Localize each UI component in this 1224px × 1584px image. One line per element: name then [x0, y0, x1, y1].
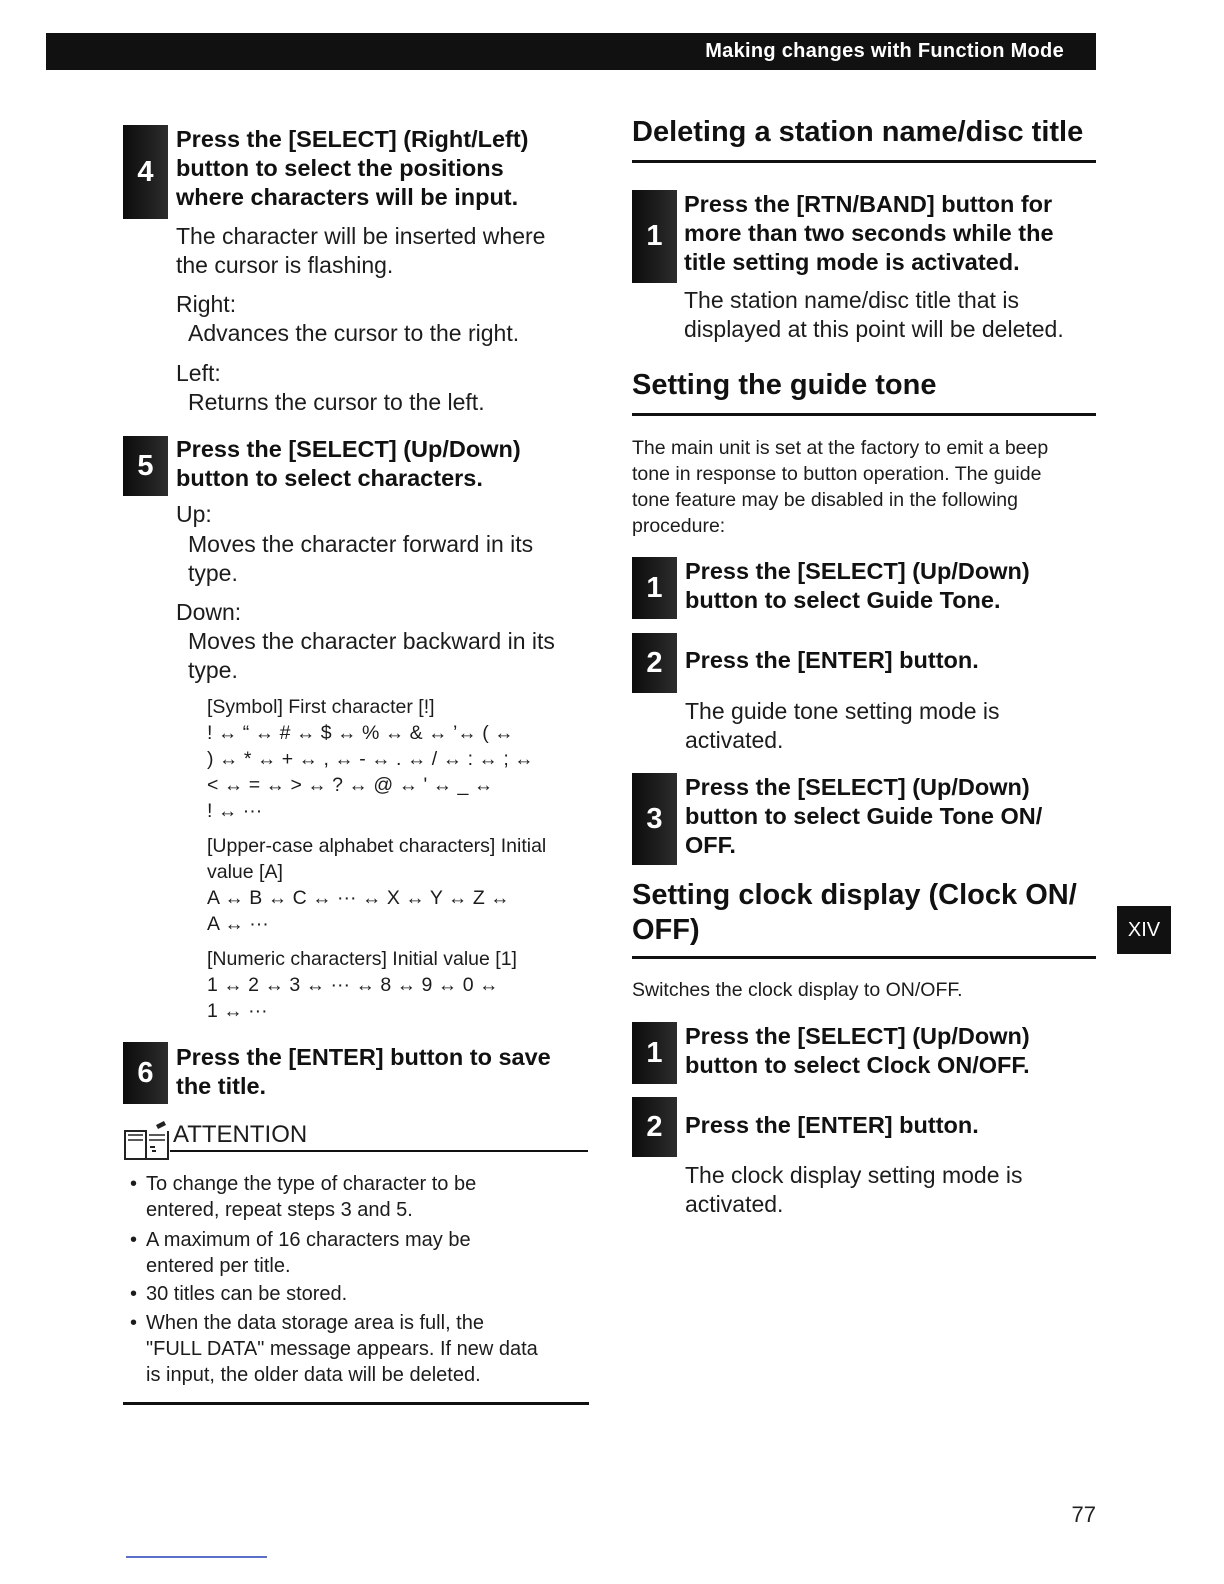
clock-step-2-badge: 2 [632, 1097, 677, 1157]
sequence-line: A ↔ B ↔ C ↔ ··· ↔ X ↔ Y ↔ Z ↔ [207, 887, 510, 909]
step-title-line: Press the [SELECT] (Up/Down) [685, 1023, 1030, 1049]
left-label: Left: [176, 360, 221, 386]
bullet-line: entered per title. [146, 1255, 291, 1277]
desc-line: type. [188, 657, 238, 683]
clock-step-1-title [685, 1022, 1105, 1080]
up-description [188, 530, 588, 588]
bullet-line: entered, repeat steps 3 and 5. [146, 1199, 413, 1221]
section-heading-delete: Deleting a station name/disc title [632, 116, 1084, 148]
intro-line: The main unit is set at the factory to emit a beep [632, 437, 1049, 459]
intro-line: tone in response to button operation. The guide [632, 463, 1042, 485]
attention-bullet: • A maximum of 16 characters may be entered per title. [146, 1227, 588, 1279]
attention-top-rule [170, 1150, 588, 1152]
page-number: 77 [1071, 1502, 1096, 1527]
desc-line: The guide tone setting mode is [685, 698, 1000, 724]
guide-step-2-description [685, 697, 1096, 755]
bullet-line: To change the type of character to be [146, 1173, 477, 1195]
down-label: Down: [176, 599, 242, 625]
step-4-title [176, 125, 596, 212]
intro-line: tone feature may be disabled in the following [632, 489, 1018, 511]
header-bar [46, 33, 1096, 70]
step-4-description [176, 222, 588, 280]
left-description: Returns the cursor to the left. [188, 389, 485, 415]
numeric-sequence [207, 946, 593, 1024]
section-heading-clock [632, 878, 1102, 948]
bullet-line: "FULL DATA" message appears. If new data [146, 1338, 538, 1360]
right-label: Right: [176, 291, 237, 317]
heading-line: Setting clock display (Clock ON/ [632, 879, 1077, 911]
step-title-line: Press the [SELECT] (Up/Down) [685, 774, 1030, 800]
sequence-line: A ↔ ··· [207, 913, 269, 935]
sequence-line: ! ↔ ··· [207, 800, 263, 822]
section-rule [632, 956, 1096, 959]
clock-step-2-title: Press the [ENTER] button. [685, 1112, 979, 1138]
step-title-line: OFF. [685, 832, 736, 858]
step-6-badge: 6 [123, 1042, 168, 1104]
delete-step-1-badge: 1 [632, 190, 677, 283]
step-4-title-line: button to select the positions [176, 155, 504, 181]
guide-step-3-badge: 3 [632, 773, 677, 865]
clock-step-2-description [685, 1161, 1096, 1219]
sequence-line: ) ↔ * ↔ + ↔ , ↔ - ↔ . ↔ / ↔ : ↔ ; ↔ [207, 748, 534, 770]
header-title: Making changes with Function Mode [705, 40, 1064, 62]
down-description [188, 627, 588, 685]
step-title-line: Press the [RTN/BAND] button for [684, 191, 1053, 217]
desc-line: The clock display setting mode is [685, 1162, 1023, 1188]
desc-line: Moves the character backward in its [188, 628, 555, 654]
step-6-title [176, 1043, 596, 1101]
step-4-title-line: Press the [SELECT] (Right/Left) [176, 126, 529, 152]
guide-step-1-title [685, 557, 1105, 615]
sequence-line: ! ↔ “ ↔ # ↔ $ ↔ % ↔ & ↔ ’↔ ( ↔ [207, 722, 514, 744]
attention-bullet: • 30 titles can be stored. [146, 1281, 588, 1307]
sequence-heading: [Numeric characters] Initial value [1] [207, 948, 517, 970]
step-title-line: more than two seconds while the [684, 220, 1054, 246]
guide-step-3-title [685, 773, 1105, 860]
desc-line: type. [188, 560, 238, 586]
chapter-tab: XIV [1117, 906, 1171, 954]
intro-line: procedure: [632, 515, 726, 537]
heading-line: OFF) [632, 914, 700, 946]
attention-book-icon [122, 1121, 172, 1165]
step-title-line: title setting mode is activated. [684, 249, 1020, 275]
desc-line: displayed at this point will be deleted. [684, 316, 1064, 342]
guide-step-2-badge: 2 [632, 633, 677, 693]
step-5-title-line: button to select characters. [176, 465, 483, 491]
step-5-badge: 5 [123, 436, 168, 496]
step-4-badge: 4 [123, 125, 168, 219]
clock-intro: Switches the clock display to ON/OFF. [632, 979, 963, 1001]
sequence-line: 1 ↔ 2 ↔ 3 ↔ ··· ↔ 8 ↔ 9 ↔ 0 ↔ [207, 974, 499, 996]
step-6-title-line: Press the [ENTER] button to save [176, 1044, 551, 1070]
sequence-heading: [Symbol] First character [!] [207, 696, 435, 718]
attention-bottom-rule [123, 1402, 589, 1405]
step-title-line: button to select Clock ON/OFF. [685, 1052, 1030, 1078]
section-rule [632, 413, 1096, 416]
delete-step-1-description [684, 286, 1096, 344]
clock-step-1-badge: 1 [632, 1022, 677, 1084]
attention-bullet: • To change the type of character to be entered, repeat steps 3 and 5. [146, 1171, 588, 1223]
desc-line: activated. [685, 727, 784, 753]
section-rule [632, 160, 1096, 163]
step-5-title-line: Press the [SELECT] (Up/Down) [176, 436, 521, 462]
desc-line: Moves the character forward in its [188, 531, 534, 557]
guide-step-2-title: Press the [ENTER] button. [685, 647, 979, 673]
desc-line: The character will be inserted where [176, 223, 546, 249]
sequence-line: 1 ↔ ··· [207, 1000, 268, 1022]
desc-line: The station name/disc title that is [684, 287, 1019, 313]
step-6-title-line: the title. [176, 1073, 267, 1099]
sequence-heading: [Upper-case alphabet characters] Initial [207, 835, 547, 857]
step-5-title [176, 435, 596, 493]
step-title-line: button to select Guide Tone. [685, 587, 1001, 613]
guide-step-1-badge: 1 [632, 557, 677, 619]
desc-line: activated. [685, 1191, 784, 1217]
sequence-line: < ↔ = ↔ > ↔ ? ↔ @ ↔ ' ↔ _ ↔ [207, 774, 494, 796]
step-4-title-line: where characters will be input. [176, 184, 519, 210]
bullet-line: When the data storage area is full, the [146, 1312, 484, 1334]
bullet-line: is input, the older data will be deleted. [146, 1364, 481, 1386]
symbol-sequence [207, 694, 593, 824]
upper-case-sequence [207, 833, 593, 937]
right-description: Advances the cursor to the right. [188, 320, 520, 346]
attention-bullet: • When the data storage area is full, the "FULL DATA" message appears. If new data is input, the older data will be deleted. [146, 1310, 588, 1388]
step-title-line: button to select Guide Tone ON/ [685, 803, 1043, 829]
up-label: Up: [176, 501, 212, 527]
attention-title: ATTENTION [173, 1121, 308, 1148]
footer-rule [126, 1556, 267, 1558]
bullet-line: 30 titles can be stored. [146, 1283, 348, 1305]
bullet-line: A maximum of 16 characters may be [146, 1229, 471, 1251]
section-heading-guide-tone: Setting the guide tone [632, 369, 937, 401]
guide-tone-intro [632, 435, 1096, 539]
step-title-line: Press the [SELECT] (Up/Down) [685, 558, 1030, 584]
desc-line: the cursor is flashing. [176, 252, 394, 278]
delete-step-1-title [684, 190, 1104, 277]
sequence-heading: value [A] [207, 861, 283, 883]
